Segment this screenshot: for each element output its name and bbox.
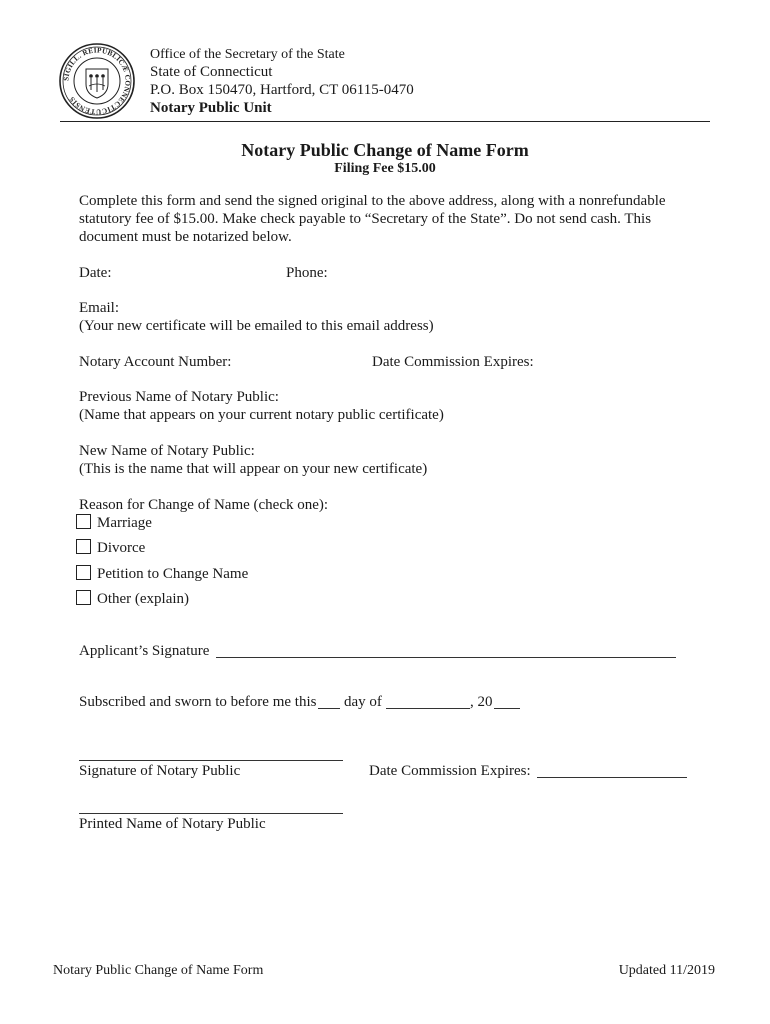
footer-updated: Updated 11/2019	[618, 963, 715, 978]
notary-printed-name-line[interactable]	[79, 813, 343, 814]
applicant-signature-line[interactable]	[216, 657, 676, 658]
notary-signature-label: Signature of Notary Public	[79, 763, 241, 779]
footer-form-name: Notary Public Change of Name Form	[53, 963, 264, 978]
instructions-line-3: document must be notarized below.	[79, 229, 292, 245]
office-address: P.O. Box 150470, Hartford, CT 06115-0470	[150, 82, 414, 98]
account-number-input[interactable]	[240, 353, 360, 371]
form-title: Notary Public Change of Name Form	[241, 140, 529, 160]
sworn-prefix: Subscribed and sworn to before me this	[79, 694, 317, 710]
sworn-day-label: day of	[344, 694, 382, 710]
sworn-year-line[interactable]	[494, 708, 520, 709]
unit-name: Notary Public Unit	[150, 100, 272, 116]
applicant-signature-label: Applicant’s Signature	[79, 643, 210, 659]
date-label: Date:	[79, 265, 112, 281]
email-label: Email:	[79, 300, 119, 316]
office-name: Office of the Secretary of the State	[150, 47, 345, 62]
state-seal-icon	[58, 42, 136, 120]
sworn-month-line[interactable]	[386, 708, 470, 709]
notary-signature-line[interactable]	[79, 760, 343, 761]
checkbox-marriage[interactable]	[76, 514, 91, 529]
notary-commission-label: Date Commission Expires:	[369, 763, 531, 779]
instructions-line-1: Complete this form and send the signed original to the above address, along with a nonrefundable	[79, 193, 666, 209]
email-note: (Your new certificate will be emailed to this email address)	[79, 318, 434, 334]
option-other: Other (explain)	[97, 591, 190, 607]
option-marriage: Marriage	[97, 515, 152, 531]
filing-fee: Filing Fee $15.00	[334, 161, 436, 176]
date-input[interactable]	[120, 264, 270, 282]
checkbox-petition[interactable]	[76, 565, 91, 580]
account-number-label: Notary Account Number:	[79, 354, 232, 370]
instructions-line-2: statutory fee of $15.00. Make check payable to “Secretary of the State”. Do not send cash. This	[79, 211, 652, 227]
previous-name-label: Previous Name of Notary Public:	[79, 389, 279, 405]
new-name-input[interactable]	[262, 442, 682, 460]
state-name: State of Connecticut	[150, 64, 273, 80]
option-petition: Petition to Change Name	[97, 566, 249, 582]
notary-commission-line[interactable]	[537, 777, 687, 778]
header-divider	[60, 121, 710, 122]
previous-name-note: (Name that appears on your current notary public certificate)	[79, 407, 444, 423]
option-divorce: Divorce	[97, 540, 146, 556]
reason-label: Reason for Change of Name (check one):	[79, 497, 329, 513]
sworn-day-line[interactable]	[318, 708, 340, 709]
new-name-note: (This is the name that will appear on your new certificate)	[79, 461, 428, 477]
phone-input[interactable]	[336, 264, 636, 282]
notary-printed-name-label: Printed Name of Notary Public	[79, 816, 266, 832]
email-input[interactable]	[126, 299, 626, 317]
checkbox-divorce[interactable]	[76, 539, 91, 554]
sworn-year-label: , 20	[470, 694, 493, 710]
commission-expires-input[interactable]	[542, 353, 692, 371]
new-name-label: New Name of Notary Public:	[79, 443, 255, 459]
seal-text: SIGILL. REIPUBLICÆ CONNECTICUTENSIS	[62, 46, 132, 116]
commission-expires-label: Date Commission Expires:	[372, 354, 534, 370]
checkbox-other[interactable]	[76, 590, 91, 605]
phone-label: Phone:	[286, 265, 328, 281]
previous-name-input[interactable]	[286, 388, 686, 406]
